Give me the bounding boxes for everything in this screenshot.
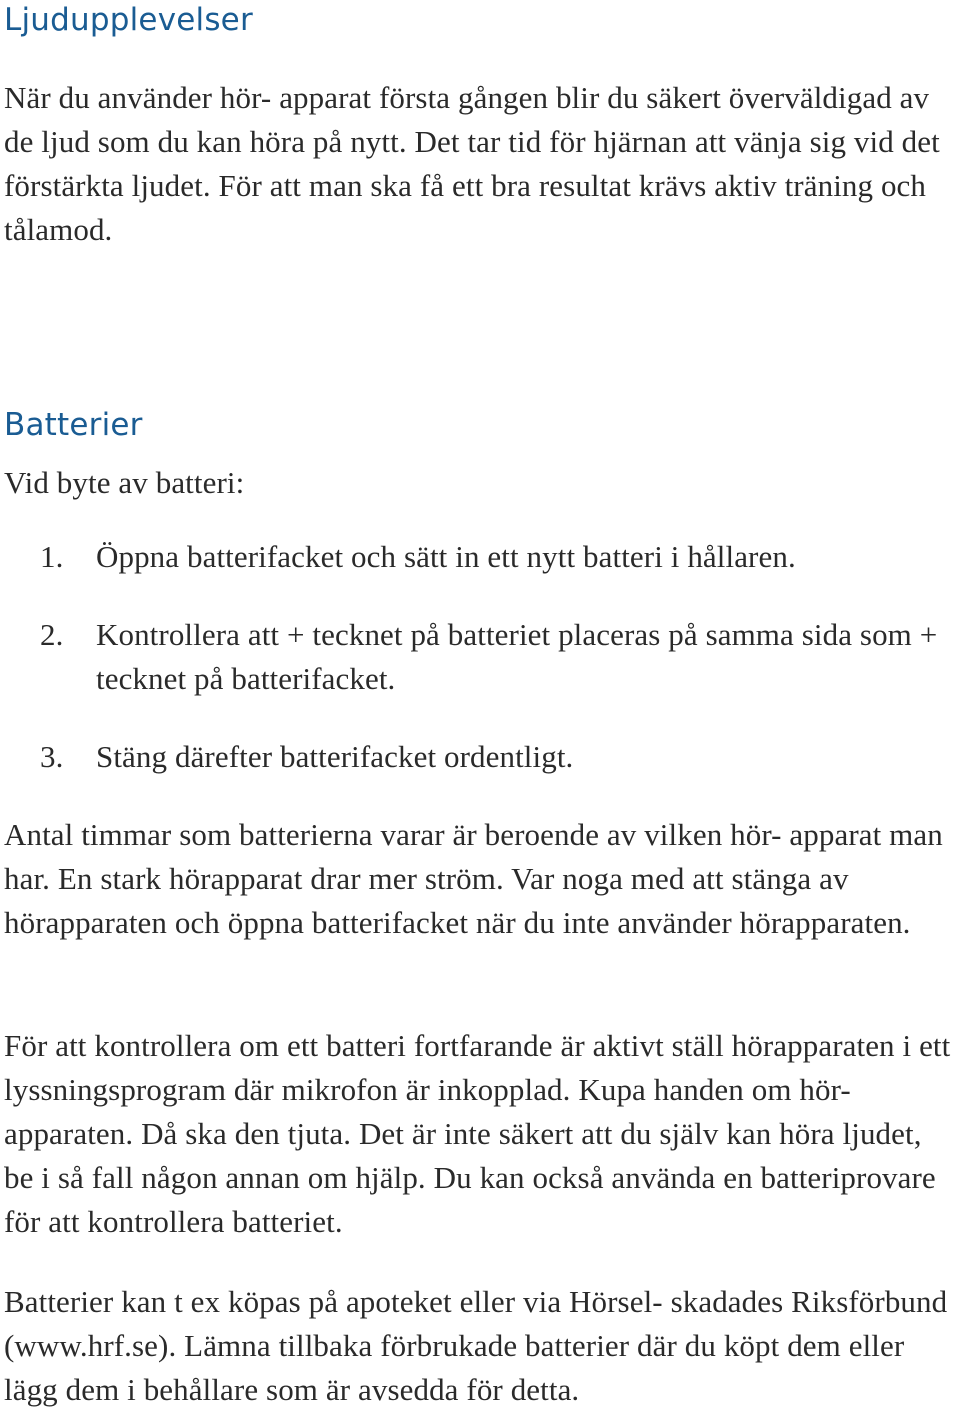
step-text: Öppna batterifacket och sätt in ett nytt batteri i hållaren. <box>96 539 796 574</box>
battery-check-paragraph: För att kontrollera om ett batteri fortfarande är aktivt ställ hörapparaten i ett lyssningsprogram där mikrofon är inkopplad. Kupa handen om hör- apparaten. Då ska den tjuta. Det är inte säkert att du själv kan höra ljudet, be i så fall någon annan om hjälp. Du kan också använda en batteriprovare för att kontrollera batteriet. <box>4 1028 951 1239</box>
list-item <box>4 613 956 701</box>
battery-duration-paragraph: Antal timmar som batterierna varar är beroende av vilken hör- apparat man har. En stark hörapparat drar mer ström. Var noga med att stänga av hörapparaten och öppna batterifacket när du inte använder hörapparaten. <box>4 817 943 940</box>
step-number: 2. <box>40 617 64 652</box>
section-subtitle: Vid byte av batteri: <box>4 465 245 500</box>
intro-paragraph: När du använder hör- apparat första gången blir du säkert överväldigad av de ljud som du kan höra på nytt. Det tar tid för hjärnan att vänja sig vid det förstärkta ljudet. För att man ska få ett bra resultat krävs aktiv träning och tålamod. <box>4 80 940 247</box>
page-title: Ljudupplevelser <box>4 2 253 38</box>
step-text: Stäng därefter batterifacket ordentligt. <box>96 739 574 774</box>
step-number: 1. <box>40 539 64 574</box>
list-item <box>4 535 956 579</box>
list-item <box>4 735 956 779</box>
step-number: 3. <box>40 739 64 774</box>
section-title: Batterier <box>4 407 143 443</box>
battery-purchase-paragraph: Batterier kan t ex köpas på apoteket eller via Hörsel- skadades Riksförbund (www.hrf.se). Lämna tillbaka förbrukade batterier där du köpt dem eller lägg dem i behållare som är avsedda för detta. <box>4 1284 948 1407</box>
step-text: Kontrollera att + tecknet på batteriet placeras på samma sida som + tecknet på batterifacket. <box>96 617 938 696</box>
